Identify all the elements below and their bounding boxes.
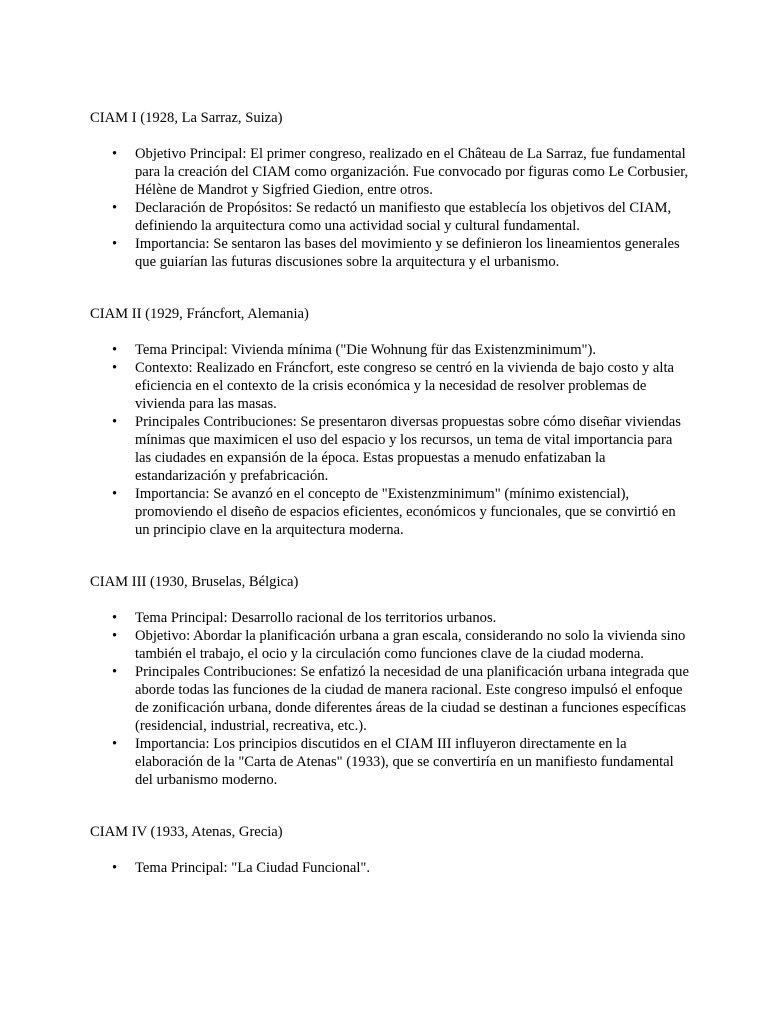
bullet-icon: • bbox=[112, 342, 118, 358]
section-heading: CIAM II (1929, Fráncfort, Alemania) bbox=[90, 306, 309, 322]
bullet-list bbox=[90, 341, 690, 539]
list-item bbox=[90, 145, 690, 199]
section-ciam-2 bbox=[90, 305, 690, 539]
bullet-icon: • bbox=[112, 146, 118, 162]
bullet-icon: • bbox=[112, 486, 118, 502]
list-item-text: Importancia: Los principios discutidos en el CIAM III influyeron directamente en la elaboración de la "Carta de Atenas" (1933), que se convertiría en un manifiesto fundamental del urbanismo moderno. bbox=[135, 736, 674, 788]
bullet-icon: • bbox=[112, 664, 118, 680]
list-item-text: Objetivo Principal: El primer congreso, realizado en el Château de La Sarraz, fue fundamental para la creación del CIAM como organización. Fue convocado por figuras como Le Corbusier, Hélène de Mandrot y Sigfried Giedion, entre otros. bbox=[135, 146, 689, 198]
list-item bbox=[90, 663, 690, 735]
list-item bbox=[90, 735, 690, 789]
list-item bbox=[90, 609, 690, 627]
bullet-icon: • bbox=[112, 736, 118, 752]
list-item bbox=[90, 359, 690, 413]
list-item bbox=[90, 859, 690, 877]
bullet-icon: • bbox=[112, 628, 118, 644]
bullet-list bbox=[90, 609, 690, 789]
list-item-text: Tema Principal: Vivienda mínima ("Die Wohnung für das Existenzminimum"). bbox=[135, 342, 597, 358]
bullet-icon: • bbox=[112, 200, 118, 216]
list-item-text: Objetivo: Abordar la planificación urbana a gran escala, considerando no solo la vivienda sino también el trabajo, el ocio y la circulación como funciones clave de la ciudad moderna. bbox=[135, 628, 686, 662]
section-heading: CIAM I (1928, La Sarraz, Suiza) bbox=[90, 110, 283, 126]
list-item-text: Tema Principal: Desarrollo racional de los territorios urbanos. bbox=[135, 610, 497, 626]
bullet-list bbox=[90, 145, 690, 271]
section-heading: CIAM IV (1933, Atenas, Grecia) bbox=[90, 824, 283, 840]
list-item bbox=[90, 235, 690, 271]
list-item bbox=[90, 485, 690, 539]
bullet-icon: • bbox=[112, 360, 118, 376]
list-item bbox=[90, 199, 690, 235]
list-item bbox=[90, 413, 690, 485]
list-item-text: Principales Contribuciones: Se presentaron diversas propuestas sobre cómo diseñar viviendas mínimas que maximicen el uso del espacio y los recursos, un tema de vital importancia para las ciudades en expansión de la época. Estas propuestas a menudo enfatizaban la estandarización y prefabricación. bbox=[135, 414, 681, 484]
list-item bbox=[90, 341, 690, 359]
bullet-list bbox=[90, 859, 690, 877]
list-item-text: Contexto: Realizado en Fráncfort, este congreso se centró en la vivienda de bajo costo y alta eficiencia en el contexto de la crisis económica y la necesidad de resolver problemas de vivienda para las masas. bbox=[135, 360, 674, 412]
list-item bbox=[90, 627, 690, 663]
list-item-text: Importancia: Se sentaron las bases del movimiento y se definieron los lineamientos generales que guiarían las futuras discusiones sobre la arquitectura y el urbanismo. bbox=[135, 236, 680, 270]
section-ciam-3 bbox=[90, 573, 690, 789]
document-page bbox=[90, 109, 690, 877]
bullet-icon: • bbox=[112, 414, 118, 430]
bullet-icon: • bbox=[112, 860, 118, 876]
list-item-text: Principales Contribuciones: Se enfatizó la necesidad de una planificación urbana integrada que aborde todas las funciones de la ciudad de manera racional. Este congreso impulsó el enfoque de zonificación urbana, donde diferentes áreas de la ciudad se destinan a funciones específicas (residencial, industrial, recreativa, etc.). bbox=[135, 664, 689, 734]
section-ciam-4 bbox=[90, 823, 690, 877]
bullet-icon: • bbox=[112, 610, 118, 626]
list-item-text: Importancia: Se avanzó en el concepto de "Existenzminimum" (mínimo existencial), promoviendo el diseño de espacios eficientes, económicos y funcionales, que se convirtió en un principio clave en la arquitectura moderna. bbox=[135, 486, 676, 538]
section-heading: CIAM III (1930, Bruselas, Bélgica) bbox=[90, 574, 299, 590]
section-ciam-1 bbox=[90, 109, 690, 271]
bullet-icon: • bbox=[112, 236, 118, 252]
list-item-text: Tema Principal: "La Ciudad Funcional". bbox=[135, 860, 371, 876]
list-item-text: Declaración de Propósitos: Se redactó un manifiesto que establecía los objetivos del CIAM, definiendo la arquitectura como una actividad social y cultural fundamental. bbox=[135, 200, 672, 234]
